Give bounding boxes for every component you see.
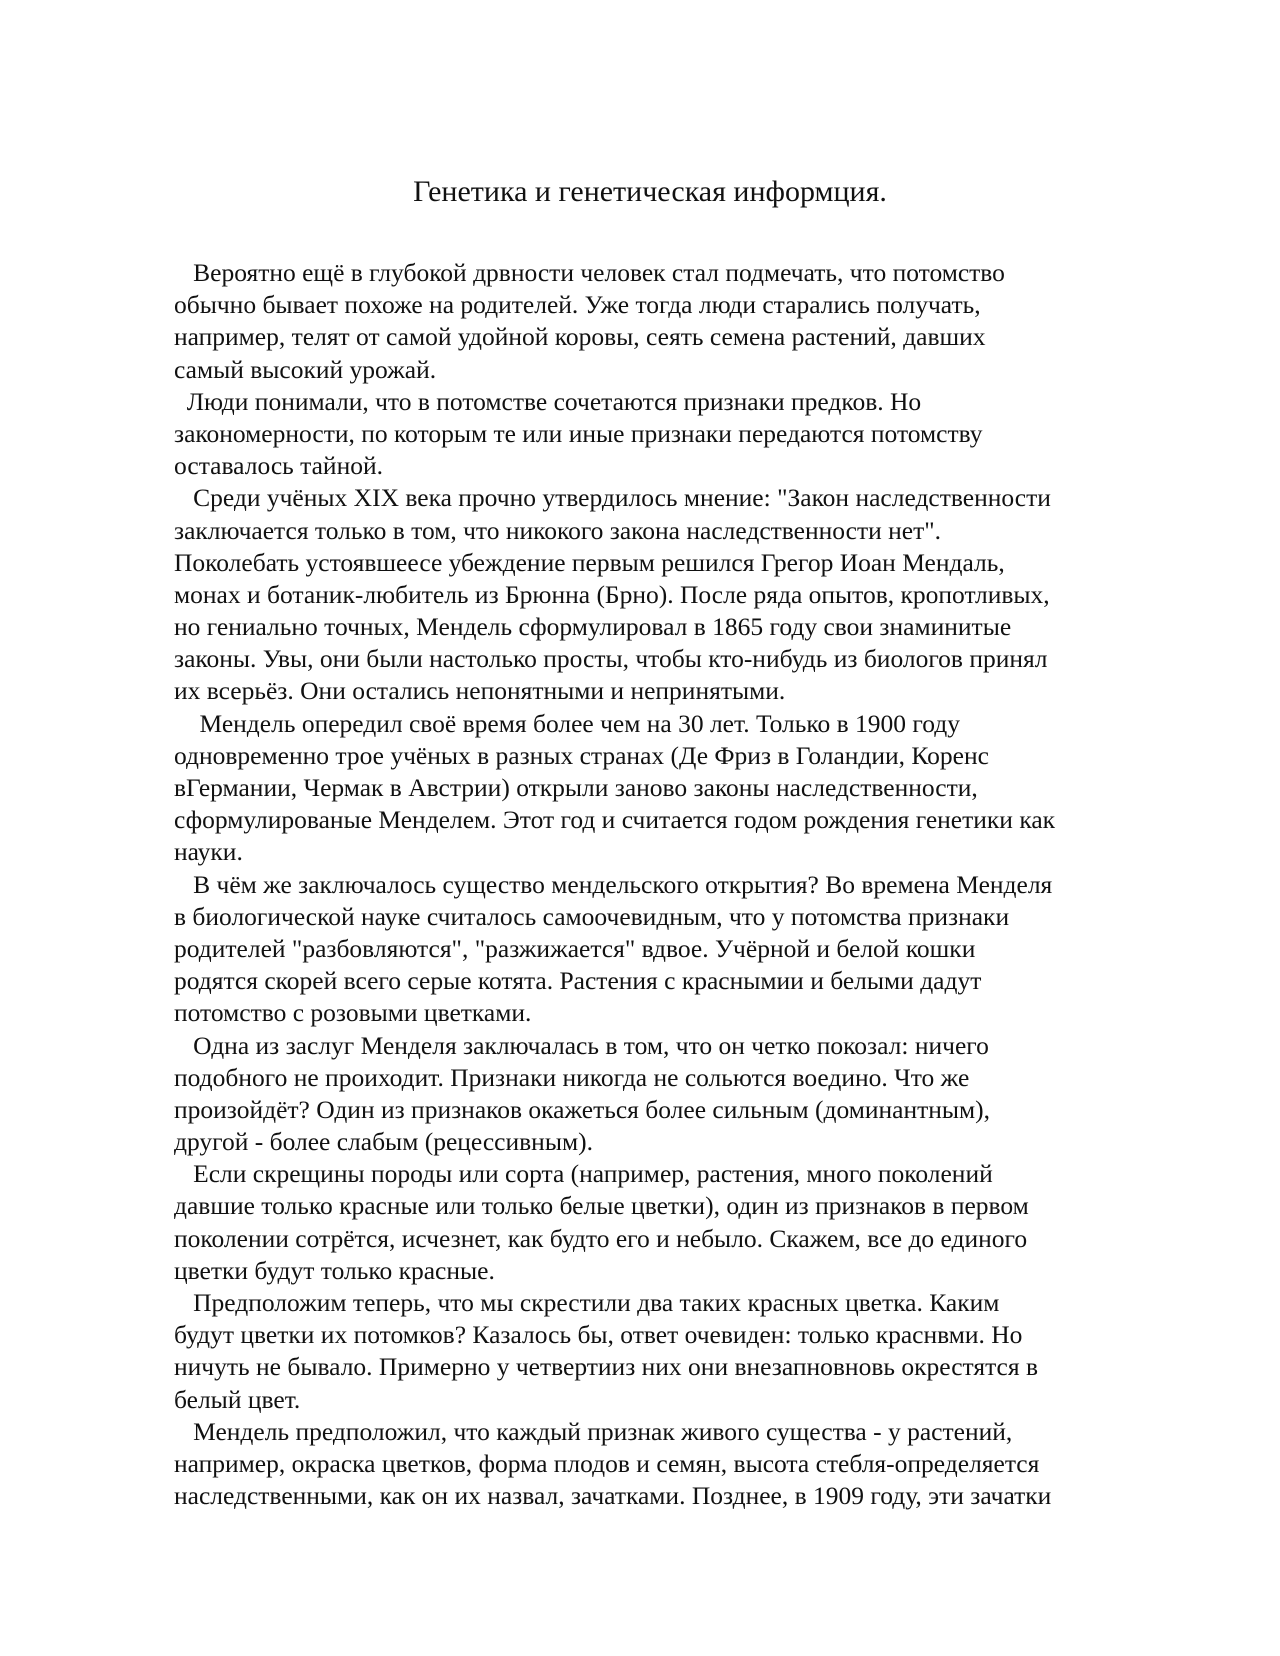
text-line: Люди понимали, что в потомстве сочетаются признаки предков. Но (174, 386, 922, 416)
text-line: обычно бывает похоже на родителей. Уже тогда люди старались получать, (174, 290, 981, 320)
text-line: науки. (174, 837, 243, 867)
text-line: поколении сотрётся, исчезнет, как будто его и небыло. Скажем, все до единого (174, 1223, 1028, 1253)
text-line: произойдёт? Один из признаков окажеться более сильным (доминантным), (174, 1094, 991, 1124)
text-line: Вероятно ещё в глубокой дрвности человек стал подмечать, что потомство (174, 258, 1005, 287)
text-line: будут цветки их потомков? Казалось бы, ответ очевиден: только краснвми. Но (174, 1320, 1023, 1350)
text-line: но гениально точных, Мендель сформулировал в 1865 году свои знаминитые (174, 612, 1012, 642)
text-line: ничуть не бывало. Примерно у четвертииз них они внезапновновь окрестятся в (174, 1352, 1038, 1382)
text-line: например, телят от самой удойной коровы, сеять семена растений, давших (174, 322, 986, 352)
text-line: наследственными, как он их назвал, зачатками. Позднее, в 1909 году, эти зачатки (174, 1481, 1052, 1511)
text-line: самый высокий урожай. (174, 354, 437, 384)
text-line: в биологической науке считалось самоочевидным, что у потомства признаки (174, 901, 1010, 931)
text-line: белый цвет. (174, 1384, 301, 1414)
text-line: родятся скорей всего серые котята. Растения с краснымии и белыми дадут (174, 966, 982, 996)
text-line: оставалось тайной. (174, 451, 383, 481)
text-line: Мендель опередил своё время более чем на 30 лет. Только в 1900 году (174, 708, 960, 738)
text-line: В чём же заключалось существо мендельского открытия? Во времена Менделя (174, 869, 1053, 899)
text-line: Среди учёных XIX века прочно утвердилось мнение: "Закон наследственности (174, 483, 1051, 513)
text-line: давшие только красные или только белые цветки), один из признаков в первом (174, 1191, 1029, 1221)
text-line: вГермании, Чермак в Австрии) открыли заново законы наследственности, (174, 773, 978, 802)
text-line: Одна из заслуг Менделя заключалась в том, что он четко покозал: ничего (174, 1030, 989, 1060)
text-line: одновременно трое учёных в разных странах (Де Фриз в Голандии, Коренс (174, 740, 989, 770)
text-line: например, окраска цветков, форма плодов и семян, высота стебля-определяется (174, 1448, 1040, 1478)
text-line: их всерьёз. Они остались непонятными и непринятыми. (174, 676, 786, 706)
text-line: Предположим теперь, что мы скрестили два таких красных цветка. Каким (174, 1288, 1000, 1317)
text-line: Мендель предположил, что каждый признак живого существа - у растений, (174, 1416, 1013, 1446)
text-line: другой - более слабым (рецессивным). (174, 1127, 593, 1157)
text-line: цветки будут только красные. (174, 1255, 495, 1285)
text-line: родителей "разбовляются", "разжижается" вдвое. Учёрной и белой кошки (174, 933, 976, 963)
text-line: подобного не проиходит. Признаки никогда не сольются воедино. Что же (174, 1062, 970, 1092)
text-line: сформулированые Менделем. Этот год и считается годом рождения генетики как (174, 805, 1056, 835)
text-line: потомство с розовыми цветками. (174, 998, 532, 1028)
page-title: Генетика и генетическая информция. (413, 175, 887, 208)
document-body (174, 257, 1194, 1512)
text-line: законы. Увы, они были настолько просты, чтобы кто-нибудь из биологов принял (174, 644, 1048, 674)
text-line: Поколебать устоявшеесе убеждение первым решился Грегор Иоан Мендаль, (174, 547, 1005, 577)
text-line: закономерности, по которым те или иные признаки передаются потомству (174, 418, 983, 448)
text-line: Если скрещины породы или сорта (например, растения, много поколений (174, 1159, 993, 1189)
text-line: монах и ботаник-любитель из Брюнна (Брно). После ряда опытов, кропотливых, (174, 579, 1050, 609)
text-line: заключается только в том, что никокого закона наследственности нет". (174, 515, 942, 545)
